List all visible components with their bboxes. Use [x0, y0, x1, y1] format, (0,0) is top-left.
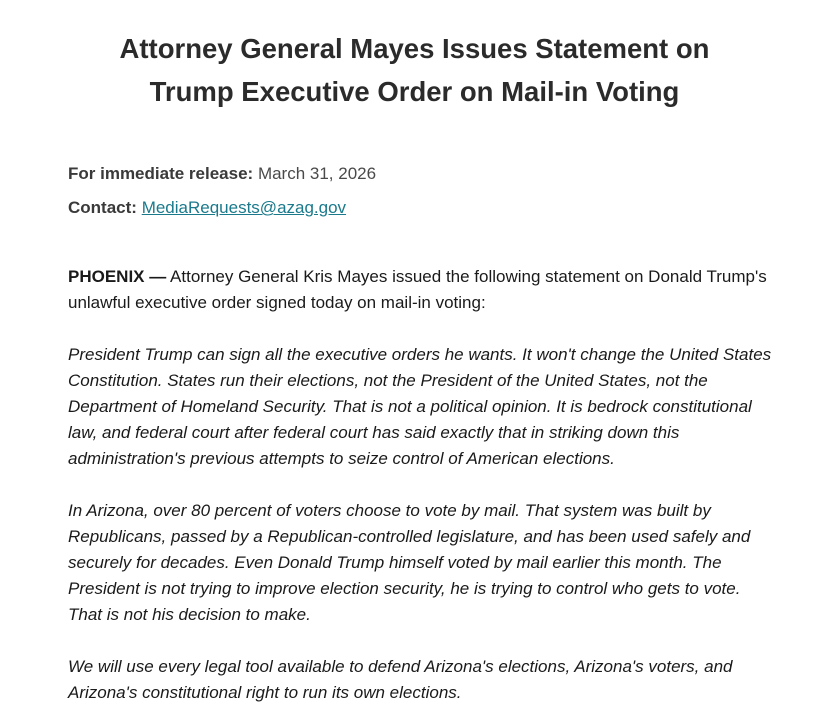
quote-paragraph-1: President Trump can sign all the executive orders he wants. It won't change the United States Constitution. States run their elections, not the President of the United States, not the Department of Homeland Security. That is not a political opinion. It is bedrock constitutional law, and federal court after federal court has said exactly that in striking down this administration's previous attempts to seize control of American elections.: [68, 345, 772, 468]
contact-label: Contact:: [68, 198, 137, 217]
title-line-1: Attorney General Mayes Issues Statement on: [119, 33, 710, 64]
intro-text: Attorney General Kris Mayes issued the following statement on Donald Trump's unlawful executive order signed today on mail-in voting:: [68, 267, 767, 312]
dateline: PHOENIX —: [68, 267, 167, 286]
contact-email-link[interactable]: MediaRequests@azag.gov: [141, 198, 347, 217]
release-date-row: [68, 157, 773, 191]
intro-paragraph: [68, 264, 773, 316]
page-title: [68, 0, 773, 113]
release-date-label: For immediate release:: [68, 164, 254, 183]
contact-row: [68, 191, 773, 225]
article-body: [68, 264, 773, 706]
title-line-2: Trump Executive Order on Mail-in Voting: [149, 76, 680, 107]
quote-paragraph-2: In Arizona, over 80 percent of voters choose to vote by mail. That system was built by Republicans, passed by a Republican-controlled legislature, and has been used safely and securely for decades. Even Donald Trump himself voted by mail earlier this month. The President is not trying to improve election security, he is trying to control who gets to vote. That is not his decision to make.: [68, 501, 751, 624]
release-date-value: March 31, 2026: [257, 164, 377, 183]
release-meta: [68, 157, 773, 225]
quote-paragraph-3: We will use every legal tool available to defend Arizona's elections, Arizona's voters, and Arizona's constitutional right to run its own elections.: [68, 657, 733, 702]
